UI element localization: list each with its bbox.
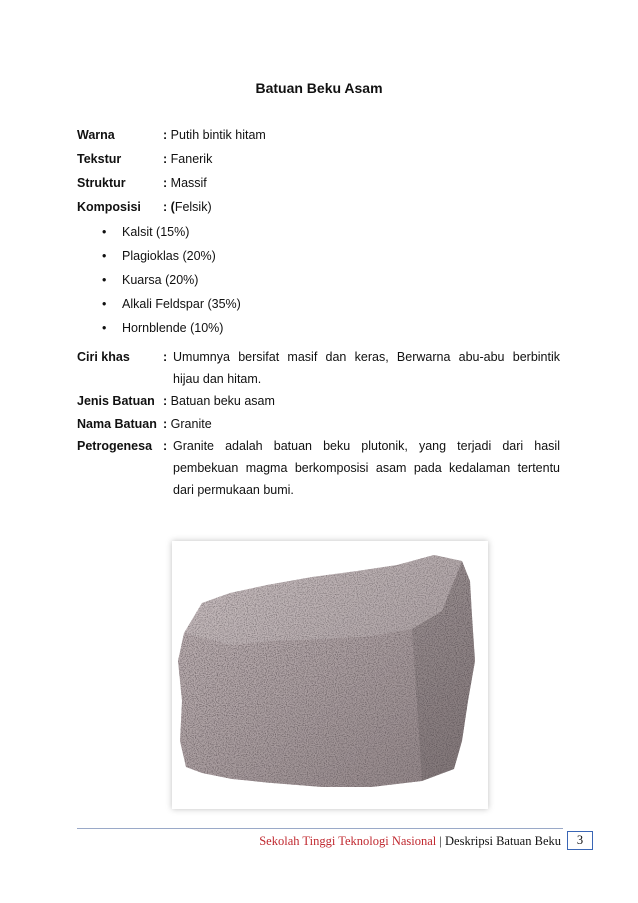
page-title: Batuan Beku Asam bbox=[255, 80, 383, 96]
field-tekstur bbox=[77, 151, 212, 167]
mineral-text: Kalsit (15%) bbox=[122, 225, 190, 239]
field-colon: : bbox=[163, 417, 168, 431]
bullet-icon: • bbox=[102, 273, 107, 287]
text-line: Granite adalah batuan beku plutonik, yang terjadi dari hasil bbox=[173, 439, 560, 453]
field-value: Putih bintik hitam bbox=[170, 128, 266, 142]
field-komposisi bbox=[77, 199, 212, 215]
field-label: Nama Batuan bbox=[77, 417, 157, 431]
list-item bbox=[102, 296, 241, 320]
list-item bbox=[102, 224, 241, 248]
field-label: Ciri khas bbox=[77, 350, 130, 364]
field-label: Komposisi bbox=[77, 200, 141, 214]
page-number: 3 bbox=[567, 831, 593, 850]
field-label: Petrogenesa bbox=[77, 439, 153, 453]
field-colon: : bbox=[163, 394, 168, 408]
field-petrogenesa bbox=[77, 438, 167, 454]
bullet-icon: • bbox=[102, 297, 107, 311]
text-line: Umumnya bersifat masif dan keras, Berwarna abu-abu berbintik bbox=[173, 350, 560, 364]
field-value: Batuan beku asam bbox=[170, 394, 275, 408]
footer-doc-title: Deskripsi Batuan Beku bbox=[445, 834, 561, 848]
bullet-icon: • bbox=[102, 249, 107, 263]
mineral-text: Plagioklas (20%) bbox=[122, 249, 216, 263]
field-value: Felsik) bbox=[174, 200, 212, 214]
page-footer bbox=[0, 834, 561, 849]
petrogenesa-text bbox=[173, 435, 560, 501]
bullet-icon: • bbox=[102, 321, 107, 335]
field-label: Warna bbox=[77, 128, 115, 142]
field-struktur bbox=[77, 175, 207, 191]
field-label: Struktur bbox=[77, 176, 126, 190]
list-item bbox=[102, 248, 241, 272]
field-value: Granite bbox=[170, 417, 212, 431]
field-warna bbox=[77, 127, 266, 143]
text-line: pembekuan magma berkomposisi asam pada kedalaman tertentu bbox=[173, 461, 560, 475]
field-colon: : bbox=[163, 350, 168, 364]
bullet-icon: • bbox=[102, 225, 107, 239]
mineral-list bbox=[102, 224, 241, 344]
field-label: Tekstur bbox=[77, 152, 122, 166]
list-item bbox=[102, 320, 241, 344]
field-colon: : bbox=[163, 176, 168, 190]
field-label: Jenis Batuan bbox=[77, 394, 155, 408]
field-value: Fanerik bbox=[170, 152, 213, 166]
text-line: dari permukaan bumi. bbox=[173, 483, 294, 497]
field-nama-batuan bbox=[77, 416, 212, 432]
footer-school: Sekolah Tinggi Teknologi Nasional bbox=[259, 834, 437, 848]
field-colon: : bbox=[163, 439, 168, 453]
mineral-text: Hornblende (10%) bbox=[122, 321, 224, 335]
list-item bbox=[102, 272, 241, 296]
mineral-text: Kuarsa (20%) bbox=[122, 273, 199, 287]
field-ciri-khas bbox=[77, 349, 167, 365]
ciri-khas-text bbox=[173, 346, 560, 390]
field-colon: : bbox=[163, 152, 168, 166]
field-colon: : bbox=[163, 128, 168, 142]
footer-separator: | bbox=[436, 834, 446, 848]
field-jenis-batuan bbox=[77, 393, 275, 409]
mineral-text: Alkali Feldspar (35%) bbox=[122, 297, 241, 311]
granite-photo bbox=[172, 541, 488, 809]
field-colon: : ( bbox=[163, 200, 175, 214]
granite-rock-image bbox=[172, 541, 488, 809]
text-line: hijau dan hitam. bbox=[173, 372, 262, 386]
field-value: Massif bbox=[170, 176, 207, 190]
footer-divider bbox=[77, 828, 563, 829]
